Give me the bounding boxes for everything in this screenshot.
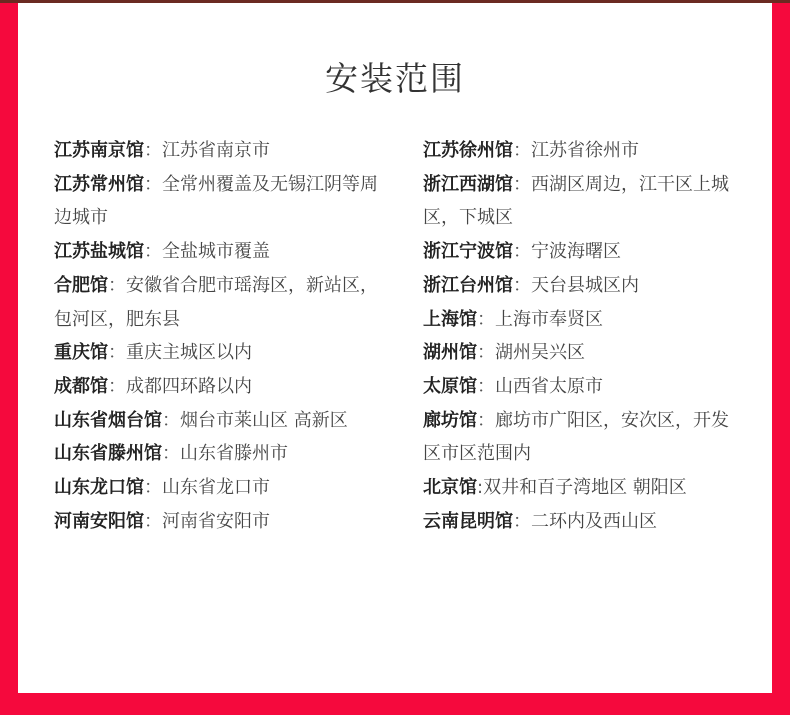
location-entry xyxy=(54,437,389,471)
service-area: 烟台市莱山区 高新区 xyxy=(180,409,348,431)
separator: ： xyxy=(108,342,126,364)
service-area: 安徽省合肥市瑶海区，新站区，包河区，肥东县 xyxy=(54,274,378,330)
service-area: 天台县城区内 xyxy=(531,274,639,296)
service-area: 宁波海曙区 xyxy=(531,241,621,263)
service-area: 重庆主城区以内 xyxy=(126,342,252,364)
location-entry xyxy=(54,168,389,235)
page-title: 安装范围 xyxy=(325,59,465,98)
location-entry xyxy=(423,303,738,337)
separator: ： xyxy=(477,375,495,397)
location-name: 江苏盐城馆 xyxy=(54,241,144,263)
location-entry xyxy=(423,404,738,471)
location-name: 浙江宁波馆 xyxy=(423,241,513,263)
location-entry xyxy=(54,336,389,370)
left-column xyxy=(54,134,389,538)
location-entry xyxy=(423,235,738,269)
location-name: 山东省滕州馆 xyxy=(54,443,162,465)
right-column xyxy=(423,134,738,538)
location-name: 江苏常州馆 xyxy=(54,173,144,195)
location-entry xyxy=(54,269,389,336)
location-name: 云南昆明馆 xyxy=(423,510,513,532)
location-entry xyxy=(423,370,738,404)
separator: : xyxy=(477,477,484,499)
location-name: 上海馆 xyxy=(423,308,477,330)
service-area: 山东省滕州市 xyxy=(180,443,288,465)
location-name: 太原馆 xyxy=(423,375,477,397)
separator: ： xyxy=(144,173,162,195)
separator: ： xyxy=(513,173,531,195)
service-area: 江苏省南京市 xyxy=(162,140,270,161)
separator: ： xyxy=(513,274,531,296)
location-name: 北京馆 xyxy=(423,477,477,499)
location-name: 山东省烟台馆 xyxy=(54,409,162,431)
location-entry xyxy=(423,168,738,235)
location-name: 山东龙口馆 xyxy=(54,477,144,499)
separator: ： xyxy=(144,510,162,532)
location-entry xyxy=(54,370,389,404)
separator: ： xyxy=(162,443,180,465)
separator: ： xyxy=(144,140,162,161)
separator: ： xyxy=(108,375,126,397)
separator: ： xyxy=(513,241,531,263)
service-area: 湖州吴兴区 xyxy=(495,342,585,364)
separator: ： xyxy=(513,140,531,161)
location-entry xyxy=(423,134,738,168)
location-name: 湖州馆 xyxy=(423,342,477,364)
location-entry xyxy=(423,471,738,505)
separator: ： xyxy=(477,308,495,330)
location-name: 重庆馆 xyxy=(54,342,108,364)
location-name: 江苏南京馆 xyxy=(54,140,144,161)
service-area: 西湖区周边，江干区上城 区，下城区 xyxy=(423,173,729,229)
location-entry xyxy=(54,134,389,168)
service-area: 全盐城市覆盖 xyxy=(162,241,270,263)
install-range-card xyxy=(18,3,772,693)
location-name: 成都馆 xyxy=(54,375,108,397)
separator: ： xyxy=(477,342,495,364)
location-entry xyxy=(54,235,389,269)
service-area: 河南省安阳市 xyxy=(162,510,270,532)
separator: ： xyxy=(477,409,495,431)
service-area: 江苏省徐州市 xyxy=(531,140,639,161)
location-name: 河南安阳馆 xyxy=(54,510,144,532)
location-entry xyxy=(423,336,738,370)
location-name: 江苏徐州馆 xyxy=(423,140,513,161)
location-name: 浙江台州馆 xyxy=(423,274,513,296)
service-area: 山东省龙口市 xyxy=(162,477,270,499)
location-entry xyxy=(54,505,389,539)
location-entry xyxy=(54,471,389,505)
location-entry xyxy=(423,505,738,539)
location-entry xyxy=(54,404,389,438)
location-entry xyxy=(423,269,738,303)
service-area: 全常州覆盖及无锡江阴等周边城市 xyxy=(54,173,378,229)
location-name: 廊坊馆 xyxy=(423,409,477,431)
service-area: 二环内及西山区 xyxy=(531,510,657,532)
service-area: 山西省太原市 xyxy=(495,375,603,397)
separator: ： xyxy=(162,409,180,431)
separator: ： xyxy=(144,241,162,263)
service-area: 廊坊市广阳区，安次区，开发区市区范围内 xyxy=(423,409,729,465)
service-area: 上海市奉贤区 xyxy=(495,308,603,330)
separator: ： xyxy=(144,477,162,499)
service-area: 双井和百子湾地区 朝阳区 xyxy=(483,477,687,499)
location-name: 合肥馆 xyxy=(54,274,108,296)
separator: ： xyxy=(513,510,531,532)
service-area: 成都四环路以内 xyxy=(126,375,252,397)
separator: ： xyxy=(108,274,126,296)
location-name: 浙江西湖馆 xyxy=(423,173,513,195)
